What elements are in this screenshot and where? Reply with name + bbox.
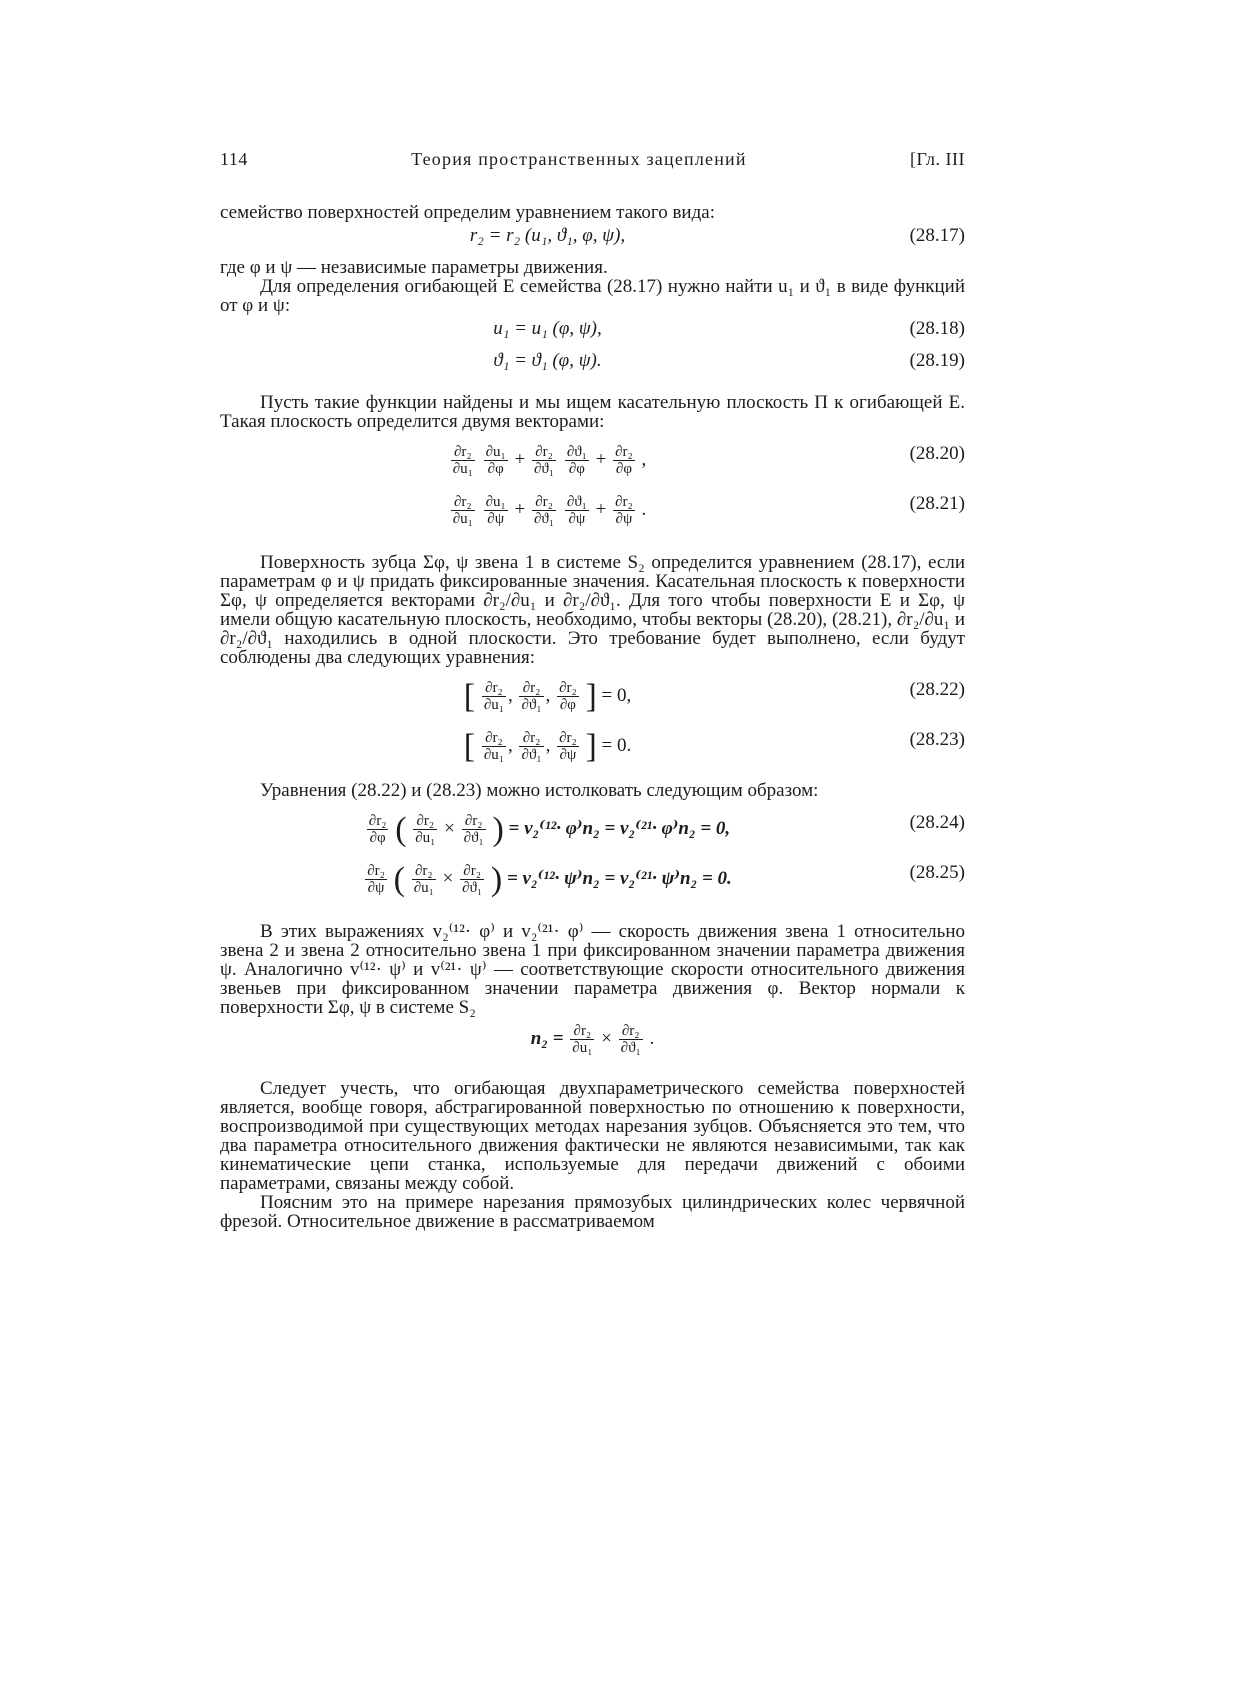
- fraction: $\frac{\text{∂r₂}}{\text{∂u₁}}$: [572, 1023, 593, 1056]
- equation-28-19: [220, 351, 965, 379]
- fraction: $\frac{\text{∂r₂}}{\text{∂u₁}}$: [452, 494, 473, 527]
- running-header: [220, 150, 965, 169]
- equation-28-23: [220, 721, 965, 767]
- page-number: 114: [220, 149, 248, 169]
- equation-body: $\frac{\text{∂r₂}}{\text{∂u₁}}$ $\frac{\text{∂u₁}}{\partial\varphi}$ + $\frac{\text{∂r₂}}{\text{∂ϑ₁}}$ $\frac{\text{∂ϑ₁}}{\partial\varphi}$ + $\frac{\text{∂r₂}}{\partial\varphi}$ ,: [452, 444, 647, 477]
- equation-body: [ $\frac{\text{∂r₂}}{\text{∂u₁}}$ , $\frac{\text{∂r₂}}{\text{∂ϑ₁}}$ , $\frac{\text{∂r₂}}{\partial\psi}$ ] = 0.: [463, 728, 632, 765]
- equation-28-17: [220, 226, 965, 254]
- paragraph-4: Пусть такие функции найдены и мы ищем касательную плоскость Π к огибающей E. Такая плоскость определится двумя векторами:: [220, 392, 965, 432]
- paragraph-2: где φ и ψ — независимые параметры движения.: [220, 257, 608, 278]
- fraction: $\frac{\text{∂r₂}}{\text{∂ϑ₁}}$: [462, 863, 483, 896]
- fraction: $\frac{\text{∂r₂}}{\text{∂ϑ₁}}$: [620, 1023, 641, 1056]
- equation-number: (28.18): [909, 318, 965, 339]
- equation-body: r₂ = r₂ (u₁, ϑ₁, φ, ψ),: [469, 225, 626, 246]
- fraction: $\frac{\text{∂r₂}}{\partial\varphi}$: [559, 680, 577, 713]
- fraction: $\frac{\text{∂r₂}}{\text{∂u₁}}$: [415, 813, 436, 846]
- equation-number: (28.23): [909, 729, 965, 750]
- equation-28-25: [220, 854, 965, 900]
- equation-28-18: [220, 319, 965, 347]
- equation-number: (28.17): [909, 225, 965, 246]
- fraction: $\frac{\text{∂u₁}}{\partial\psi}$: [485, 494, 506, 527]
- chapter-label: [Гл. III: [909, 149, 965, 169]
- fraction: $\frac{\text{∂r₂}}{\text{∂ϑ₁}}$: [463, 813, 484, 846]
- fraction: $\frac{\text{∂r₂}}{\text{∂u₁}}$: [483, 680, 504, 713]
- book-page: [220, 150, 965, 1231]
- paragraph-9: Поясним это на примере нарезания прямозубых цилиндрических колес червячной фрезой. Относительное движение в рассматриваемом: [220, 1192, 965, 1232]
- equation-28-24: [220, 804, 965, 850]
- fraction: $\frac{\text{∂r₂}}{\partial\varphi}$: [615, 444, 633, 477]
- normal-vector-equation: n₂ = $\frac{\text{∂r₂}}{\text{∂u₁}}$ × $\frac{\text{∂r₂}}{\text{∂ϑ₁}}$ .: [530, 1023, 655, 1056]
- fraction: $\frac{\text{∂u₁}}{\partial\varphi}$: [485, 444, 506, 477]
- equation-body: [ $\frac{\text{∂r₂}}{\text{∂u₁}}$ , $\frac{\text{∂r₂}}{\text{∂ϑ₁}}$ , $\frac{\text{∂r₂}}{\partial\varphi}$ ] = 0,: [463, 678, 632, 715]
- equation-28-22: [220, 671, 965, 717]
- fraction: $\frac{\text{∂r₂}}{\partial\varphi}$: [368, 813, 387, 846]
- paragraph-1: семейство поверхностей определим уравнением такого вида:: [220, 202, 715, 223]
- fraction: $\frac{\text{∂r₂}}{\text{∂u₁}}$: [483, 730, 504, 763]
- fraction: $\frac{\text{∂r₂}}{\text{∂ϑ₁}}$: [521, 680, 542, 713]
- fraction: $\frac{\text{∂r₂}}{\text{∂u₁}}$: [452, 444, 473, 477]
- equation-number: (28.24): [909, 812, 965, 833]
- equation-number: (28.19): [909, 350, 965, 371]
- equation-number: (28.25): [909, 862, 965, 883]
- equation-number: (28.22): [909, 679, 965, 700]
- fraction: $\frac{\text{∂r₂}}{\partial\psi}$: [615, 494, 633, 527]
- fraction: $\frac{\text{∂r₂}}{\text{∂ϑ₁}}$: [534, 494, 555, 527]
- equation-28-20: [220, 435, 965, 481]
- equation-body: ϑ₁ = ϑ₁ (φ, ψ).: [493, 350, 602, 371]
- running-title: Теория пространственных зацеплений: [411, 149, 747, 169]
- equation-body: $\frac{\text{∂r₂}}{\partial\varphi}$ ( $\frac{\text{∂r₂}}{\text{∂u₁}}$ × $\frac{\text{∂r₂}}{\text{∂ϑ₁}}$ ) = v₂⁽¹²· φ⁾n₂ = v₂⁽²¹· φ⁾n₂ = 0,: [368, 811, 731, 848]
- equation-number: (28.21): [909, 493, 965, 514]
- fraction: $\frac{\text{∂ϑ₁}}{\partial\varphi}$: [566, 444, 587, 477]
- paragraph-6: Уравнения (28.22) и (28.23) можно истолковать следующим образом:: [260, 780, 819, 801]
- equation-body: $\frac{\text{∂r₂}}{\text{∂u₁}}$ $\frac{\text{∂u₁}}{\partial\psi}$ + $\frac{\text{∂r₂}}{\text{∂ϑ₁}}$ $\frac{\text{∂ϑ₁}}{\partial\psi}$ + $\frac{\text{∂r₂}}{\partial\psi}$ .: [452, 494, 647, 527]
- paragraph-3: Для определения огибающей E семейства (28.17) нужно найти u₁ и ϑ₁ в виде функций от φ и ψ:: [220, 276, 965, 316]
- equation-28-21: [220, 485, 965, 531]
- fraction: $\frac{\text{∂r₂}}{\text{∂u₁}}$: [413, 863, 434, 896]
- equation-number: (28.20): [909, 443, 965, 464]
- equation-body: $\frac{\text{∂r₂}}{\partial\psi}$ ( $\frac{\text{∂r₂}}{\text{∂u₁}}$ × $\frac{\text{∂r₂}}{\text{∂ϑ₁}}$ ) = v₂⁽¹²· ψ⁾n₂ = v₂⁽²¹· ψ⁾n₂ = 0.: [367, 861, 732, 898]
- paragraph-5: Поверхность зубца Σφ, ψ звена 1 в системе S₂ определится уравнением (28.17), если параметрам φ и ψ придать фиксированные значения. Касательная плоскость к поверхности Σφ, ψ определяется векторами ∂r₂/∂u₁ и ∂r₂/∂ϑ₁. Для того чтобы поверхности E и Σφ, ψ имели общую касательную плоскость, необходимо, чтобы векторы (28.20), (28.21), ∂r₂/∂u₁ и ∂r₂/∂ϑ₁ находились в одной плоскости. Это требование будет выполнено, если будут соблюдены два следующих уравнения:: [220, 552, 965, 668]
- paragraph-7: В этих выражениях v₂⁽¹²· φ⁾ и v₂⁽²¹· φ⁾ — скорость движения звена 1 относительно звена 2 и звена 2 относительно звена 1 при фиксированном значении параметра движения ψ. Аналогично v⁽¹²· ψ⁾ и v⁽²¹· ψ⁾ — соответствующие скорости относительного движения звеньев при фиксированном значении параметра движения φ. Вектор нормали к поверхности Σφ, ψ в системе S₂: [220, 921, 965, 1018]
- equation-body: u₁ = u₁ (φ, ψ),: [493, 318, 602, 339]
- fraction: $\frac{\text{∂r₂}}{\partial\psi}$: [367, 863, 385, 896]
- fraction: $\frac{\text{∂ϑ₁}}{\partial\psi}$: [566, 494, 587, 527]
- fraction: $\frac{\text{∂r₂}}{\partial\psi}$: [559, 730, 577, 763]
- fraction: $\frac{\text{∂r₂}}{\text{∂ϑ₁}}$: [521, 730, 542, 763]
- fraction: $\frac{\text{∂r₂}}{\text{∂ϑ₁}}$: [534, 444, 555, 477]
- paragraph-8: Следует учесть, что огибающая двухпараметрического семейства поверхностей является, вообще говоря, абстрагированной поверхностью по отношению к поверхности, воспроизводимой при существующих методах нарезания зубцов. Объясняется это тем, что два параметра относительного движения фактически не являются независимыми, так как кинематические цепи станка, используемые для передачи движений с обоими параметрами, связаны между собой.: [220, 1078, 965, 1194]
